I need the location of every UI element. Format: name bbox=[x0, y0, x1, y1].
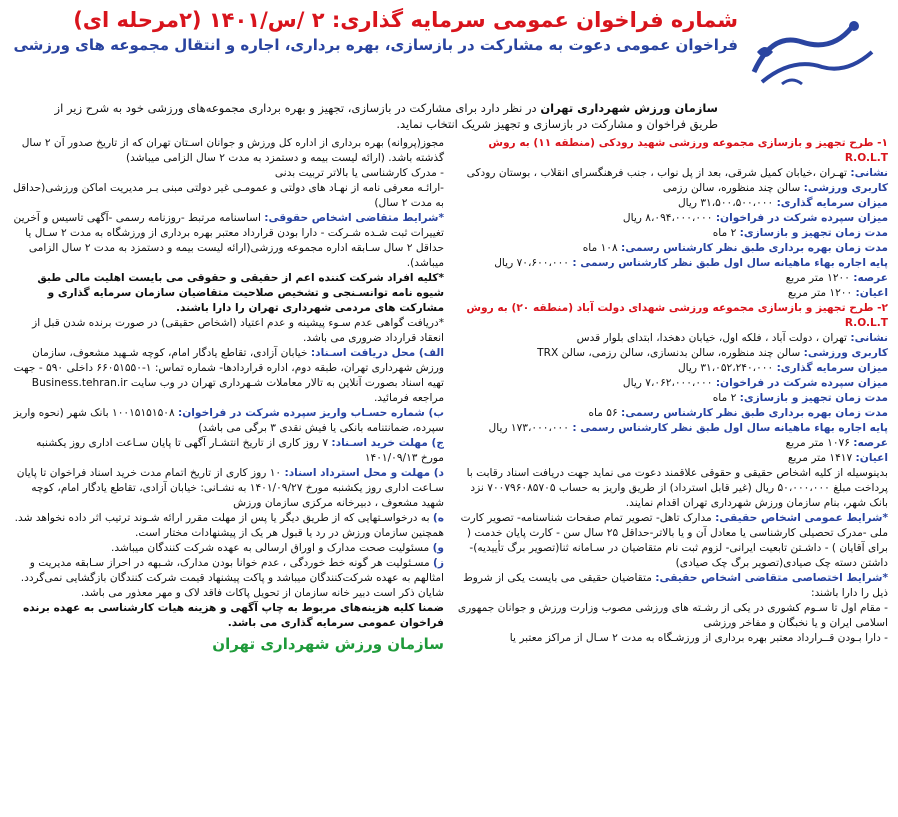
right_col-item bbox=[454, 226, 888, 241]
left_col-item: مجوز(پروانه) بهره برداری از اداره کل ورزش و جوانان اسـتان تهران که از تاریخ صدور آن ۲ سال گذشته باشد. (ارائه لیست بیمه و دستمزد به مدت ۲ سال الزامی میباشد) bbox=[21, 137, 444, 164]
left_col-item: شایان ذکر است دبیر خانه سازمان از تحویل پاکات فاقد لاک و مهر معذور می باشد. bbox=[80, 587, 444, 599]
left-column bbox=[10, 136, 444, 652]
left_col-item bbox=[10, 466, 444, 511]
left_col-item: *کلیه افراد شرکت کننده اعم از حقیقی و حقوقی می بایست اهلیت مالی طبق شیوه نامه توانسـنجی و تشخیص صلاحیت متقاضیان سازمان سرمایه گذاری و مشارکت های مردمی شهرداری تهران را دارا باشند. bbox=[37, 272, 444, 314]
right_col-item bbox=[454, 571, 888, 601]
left_col-item bbox=[10, 511, 444, 541]
left_col-item: *دریافت گواهی عدم سـوء پیشینه و عدم اعتیاد (اشخاص حقیقی) در صورت برنده شدن قبل از انعقاد قرارداد ضروری می باشد. bbox=[32, 317, 444, 344]
intro-text: در نظر دارد برای مشارکت در بازسازی، تجهیز و بهره برداری مجموعه‌های ورزشی خود به شرح زیر از طریق فراخوان و مشارکت در بازسازی و تجهیز شریک انتخاب نماید. bbox=[54, 101, 718, 131]
field-label: ب) شماره حسـاب واریز سپرده شرکت در فراخوان: bbox=[178, 407, 444, 419]
right_col-item bbox=[454, 331, 888, 346]
notice-title: شماره فراخوان عمومی سرمایه گذاری: ۲ /س/۱۴۰۱ (۲مرحله ای) bbox=[73, 8, 738, 32]
field-value: ۷۰،۶۰۰،۰۰۰ ریال bbox=[494, 257, 573, 269]
right_col-item bbox=[454, 361, 888, 376]
field-label: اعیان: bbox=[855, 452, 888, 464]
left_col-item bbox=[10, 211, 444, 271]
field-label: میزان سپرده شرکت در فراخوان: bbox=[715, 212, 888, 224]
right_col-item bbox=[454, 271, 888, 286]
field-value: ۸،۰۹۴،۰۰۰،۰۰۰ ریال bbox=[622, 212, 716, 224]
field-label: ه) bbox=[432, 512, 444, 524]
intro-paragraph bbox=[30, 100, 718, 132]
left_col-item bbox=[10, 406, 444, 436]
header bbox=[10, 6, 888, 98]
field-value: ۱۴۱۷ متر مربع bbox=[787, 452, 856, 464]
right_col-item bbox=[454, 436, 888, 451]
left-items bbox=[10, 136, 444, 631]
right_col-item bbox=[454, 346, 888, 361]
field-value: سالن چند منظوره، سالن بدنسازی، سالن رزمی، سالن TRX bbox=[537, 347, 804, 359]
field-value: ۲ ماه bbox=[712, 392, 740, 404]
field-value: ۳۱،۵۰۰،۵۰۰،۰۰۰ ریال bbox=[677, 197, 777, 209]
right_col-item bbox=[454, 421, 888, 436]
field-label: *شرایط عمومی اشخاص حقیقی: bbox=[715, 512, 888, 524]
field-label: مدت زمان بهره برداری طبق نظر کارشناس رسمی: bbox=[621, 407, 888, 419]
left_col-item: -ارائـه معرفی نامه از نهـاد های دولتی و عمومـی غیر دولتی مبنی بـر مدیریت اماکن ورزشی(حداقل به مدت ۲ سال) bbox=[12, 182, 444, 209]
field-value: ۱۰۰۱۵۱۵۱۵۰۸ بانک شهر (نحوه واریز سپرده، ضمانتنامه بانکی یا فیش نقدی ۳ برگی می باشد) bbox=[13, 407, 444, 434]
field-value: تهران ، دولت آباد ، فلکه اول، خیابان دهخدا، ابتدای بلوار قدس bbox=[576, 332, 851, 344]
field-value: سالن چند منظوره، سالن رزمی bbox=[662, 182, 804, 194]
field-value: ۱۷۳،۰۰۰،۰۰۰ ریال bbox=[488, 422, 573, 434]
field-value: ۳۱،۰۵۲،۲۴۰،۰۰۰ ریال bbox=[677, 362, 777, 374]
organization-logo bbox=[742, 12, 882, 92]
right_col-item bbox=[454, 451, 888, 466]
field-label: *شرایط اختصاصی متقاضی اشخاص حقیقی: bbox=[655, 572, 888, 584]
field-value: ۷،۰۶۲،۰۰۰،۰۰۰ ریال bbox=[622, 377, 716, 389]
field-value: ۱۰۷۶ متر مربع bbox=[785, 437, 854, 449]
field-label: الف) محل دریافت اسـناد: bbox=[310, 347, 444, 359]
right_col-item: - دارا بـودن قــرارداد معتبر بهره برداری از ورزشـگاه به مدت ۲ سـال از مراکز معتبر یا bbox=[509, 632, 888, 644]
field-label: میزان سپرده شرکت در فراخوان: bbox=[715, 377, 888, 389]
right_col-item: بدینوسیله از کلیه اشخاص حقیقی و حقوقی علاقمند دعوت می نماید جهت دریافت اسناد رقابت با پرداخت مبلغ ۵۰،۰۰۰،۰۰۰ ریال (غیر قابل استرداد) از طریق واریز به حساب ۷۰۰۷۹۶۰۸۵۷۰۵ نزد بانک شهر، بنام سازمان ورزش شهرداری تهران اقدام نمایند. bbox=[466, 467, 888, 509]
right-column bbox=[454, 136, 888, 652]
left_col-item bbox=[10, 346, 444, 406]
left_col-item bbox=[10, 541, 444, 556]
right_col-item bbox=[454, 256, 888, 271]
right_col-item bbox=[454, 241, 888, 256]
field-value: مدارک تاهل- تصویر تمام صفحات شناسنامه- تصویر کارت ملی -مدرک تحصیلی کارشناسی یا معادل آن و یا بالاتر-حداقل ۲۵ سال سن - کارت پایان خدمت ( برای آقایان ) - داشـتن تابعیت ایرانی- لزوم ثبت نام متقاضیان در سـامانه ثنا(تصویر برگ تأییدیه)-داشتن دسته چک صیادی(تصویر برگ چک صیادی) bbox=[460, 512, 888, 569]
right_col-item bbox=[454, 511, 888, 571]
left_col-item: ضمنا کلیه هزینه‌های مربوط به چاپ آگهی و هزینه هیات کارشناسی به عهده برنده فراخوان عمومی سرمایه گذاری می باشد. bbox=[22, 602, 444, 629]
field-label: مدت زمان تجهیز و بازسازی: bbox=[739, 227, 888, 239]
right_col-item bbox=[454, 196, 888, 211]
right_col-item bbox=[454, 211, 888, 226]
notice-subtitle: فراخوان عمومی دعوت به مشارکت در بازسازی، بهره برداری، اجاره و انتقال مجموعه های ورزشی bbox=[13, 36, 738, 54]
field-label: مدت زمان بهره برداری طبق نظر کارشناس رسمی: bbox=[621, 242, 888, 254]
field-label: ز) bbox=[433, 557, 444, 569]
field-value: تهـران ،خیابان کمیل شرقی، بعد از پل نواب ، جنب فرهنگسرای انقلاب ، بوستان رودکی bbox=[466, 167, 851, 179]
right_col-item bbox=[454, 286, 888, 301]
field-label: کاربری ورزشی: bbox=[803, 347, 888, 359]
field-value: ۱۰۸ ماه bbox=[582, 242, 622, 254]
field-label: اعیان: bbox=[855, 287, 888, 299]
field-value: خیابان آزادی، تقاطع یادگار امام، کوچه شـهید مشعوف، سازمان ورزش شهرداری تهران، طبقه دوم، اداره قراردادها- شماره تماس: ۱-۶۶۰۵۱۵۵۰ داخلی ۵۹۰ - جهت تهیه اسناد بصورت آنلاین به تالار معاملات شـهرداری تهران در وب سایت Business.tehran.ir مراجعه فرمائید. bbox=[13, 347, 444, 404]
field-label: مدت زمان تجهیز و بازسازی: bbox=[739, 392, 888, 404]
right_col-item bbox=[454, 166, 888, 181]
field-value: اساسنامه مرتبط -روزنامه رسمی -آگهی تاسیس و آخرین تغییرات ثبت شـده شـرکت - دارا بودن قرارداد معتبر بهره برداری از ورزشگاه به مدت ۲ سـال یا حداقل ۲ سال سـابقه اداره مجموعه ورزشی(ارائه لیست بیمه و دستمزد به مدت ۲ سال الزامی میباشد). bbox=[13, 212, 444, 269]
field-label: د) مهلت و محل استرداد اسناد: bbox=[284, 467, 444, 479]
right_col-item: - مقام اول تا سـوم کشوری در یکی از رشـته های ورزشی مصوب وزارت ورزش و جوانان جمهوری اسلامی ایران و یا نخبگان و مفاخر ورزشی bbox=[457, 602, 888, 629]
left_col-item: - مدرک کارشناسی یا بالاتر تربیت بدنی bbox=[274, 167, 444, 179]
field-label: نشانی: bbox=[850, 167, 888, 179]
field-label: ج) مهلت خرید اسـناد: bbox=[331, 437, 444, 449]
right_col-item bbox=[454, 391, 888, 406]
columns bbox=[10, 136, 888, 652]
field-label: میزان سرمایه گذاری: bbox=[776, 362, 888, 374]
right_col-item: ۱- طرح تجهیز و بازسازی مجموعه ورزشی شهید رودکی (منطقه ۱۱) به روش R.O.L.T bbox=[488, 137, 888, 164]
field-label: عرصه: bbox=[853, 272, 888, 284]
field-label: عرصه: bbox=[853, 437, 888, 449]
left_col-item bbox=[10, 556, 444, 586]
right_col-item bbox=[454, 376, 888, 391]
field-value: مسئولیت صحت مدارک و اوراق ارسالی به عهده شرکت کنندگان میباشد. bbox=[110, 542, 433, 554]
field-label: پایه اجاره بهاء ماهیانه سال اول طبق نظر کارشناس رسمی : bbox=[572, 422, 888, 434]
field-value: متقاضیان حقیقی می بایست یکی از شروط ذیل را دارا باشند: bbox=[462, 572, 888, 599]
field-value: ۱۲۰۰ متر مربع bbox=[785, 272, 854, 284]
field-value: مسـئولیت هر گونه خط خوردگی ، عدم خوانا بودن مدارک، شـبهه در احراز سـابقه مدیریت و امثالهم به عهده شرکت‌کنندگان میباشد و پاکت پیشنهاد قیمت شرکت کنندگان بازگشایی نمی‌گردد. bbox=[20, 557, 444, 584]
left_col-item bbox=[10, 436, 444, 466]
field-value: ۵۶ ماه bbox=[588, 407, 622, 419]
field-label: کاربری ورزشی: bbox=[803, 182, 888, 194]
signature: سازمان ورزش شهرداری تهران bbox=[212, 635, 444, 653]
field-value: ۱۲۰۰ متر مربع bbox=[787, 287, 856, 299]
field-value: ۱۰ روز کاری از تاریخ اتمام مدت خرید اسناد فراخوان تا پایان سـاعت اداری روز یکشنبه مورخ ۱۴۰۱/۰۹/۲۷ به نشـانی: خیابان آزادی، تقاطع یادگار امام، کوچه شهید مشعوف ، دبیرخانه مرکزی سازمان ورزش bbox=[16, 467, 444, 509]
field-label: نشانی: bbox=[850, 332, 888, 344]
field-value: به درخواسـتهایی که از طریق دیگر یا پس از مهلت مقرر ارائه شـوند ترتیب اثر داده نخواهد شد. همچنین سازمان ورزش در رد یا قبول هر یک از پیشنهادات مختار است. bbox=[14, 512, 444, 539]
right_col-item bbox=[454, 181, 888, 196]
field-label: *شرایط متقاضی اشخاص حقوقی: bbox=[264, 212, 444, 224]
org-name: سازمان ورزش شهرداری تهران bbox=[540, 101, 718, 115]
right_col-item: ۲- طرح تجهیز و بازسازی مجموعه ورزشی شهدای دولت آباد (منطقه ۲۰) به روش R.O.L.T bbox=[466, 302, 888, 329]
field-label: پایه اجاره بهاء ماهیانه سال اول طبق نظر کارشناس رسمی : bbox=[572, 257, 888, 269]
field-label: میزان سرمایه گذاری: bbox=[776, 197, 888, 209]
right_col-item bbox=[454, 406, 888, 421]
field-value: ۷ روز کاری از تاریخ انتشـار آگهی تا پایان سـاعت اداری روز یکشنبه مورخ ۱۴۰۱/۰۹/۱۳ bbox=[36, 437, 444, 464]
field-value: ۲ ماه bbox=[712, 227, 740, 239]
field-label: و) bbox=[432, 542, 444, 554]
